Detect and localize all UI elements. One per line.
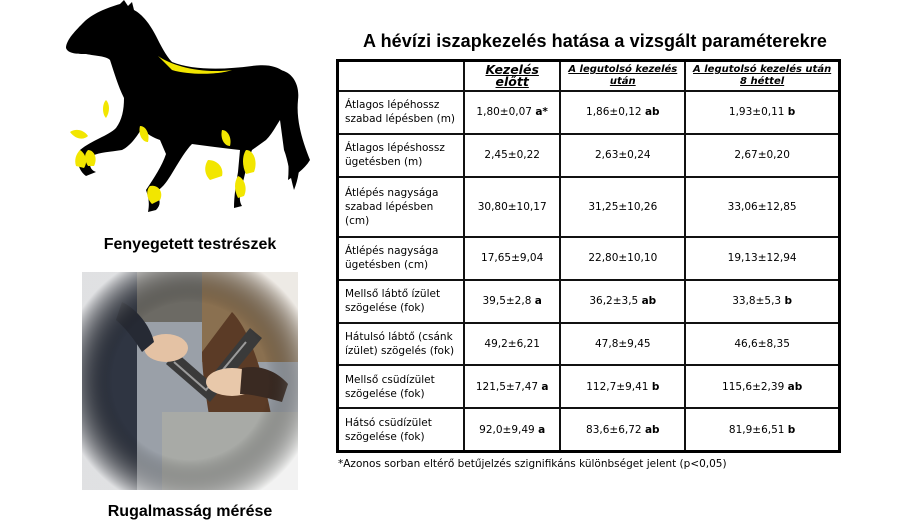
value-cell (464, 134, 560, 177)
table-row (338, 134, 840, 177)
table-row (338, 91, 840, 134)
value-cell (464, 408, 560, 451)
cell-value: 92,0±9,49 (479, 423, 535, 436)
row-label: Hátsó csüdízület szögelése (fok) (338, 408, 465, 451)
results-table (336, 59, 841, 453)
row-label: Átlépés nagysága szabad lépésben (cm) (338, 177, 465, 237)
significance-letter: b (784, 295, 792, 308)
cell-value: 33,8±5,3 (732, 295, 782, 308)
value-cell (464, 91, 560, 134)
row-label: Átlagos lépéhossz szabad lépésben (m) (338, 91, 465, 134)
value-cell (560, 280, 685, 323)
table-row (338, 365, 840, 408)
significance-letter: a* (535, 106, 548, 119)
value-cell (685, 237, 839, 280)
header-empty (338, 61, 465, 92)
row-label: Mellső csüdízület szögelése (fok) (338, 365, 465, 408)
goniometer-measurement-photo (82, 272, 298, 490)
photo-caption: Rugalmasság mérése (107, 503, 273, 520)
table-row (338, 177, 840, 237)
cell-value: 36,2±3,5 (589, 295, 639, 308)
value-cell (560, 408, 685, 451)
cell-value: 1,80±0,07 (476, 106, 532, 119)
significance-letter: b (787, 106, 796, 119)
row-label: Átlagos lépéshossz ügetésben (m) (338, 134, 465, 177)
header-8-weeks-after: A legutolsó kezelés után 8 héttel (685, 61, 839, 92)
value-cell (560, 365, 685, 408)
cell-value: 121,5±7,47 (475, 380, 539, 393)
cell-value: 17,65±9,04 (481, 252, 544, 265)
value-cell (685, 408, 839, 451)
cell-value: 31,25±10,26 (588, 200, 658, 213)
value-cell (685, 177, 839, 237)
value-cell (560, 177, 685, 237)
table-row (338, 280, 840, 323)
significance-letter: a (541, 380, 549, 393)
cell-value: 1,93±0,11 (728, 106, 785, 119)
cell-value: 46,6±8,35 (734, 337, 790, 350)
value-cell (685, 91, 839, 134)
table-header-row (338, 61, 840, 92)
cell-value: 2,45±0,22 (484, 149, 540, 162)
cell-value: 22,80±10,10 (588, 252, 658, 265)
significance-letter: ab (787, 380, 803, 393)
cell-value: 81,9±6,51 (728, 423, 785, 436)
table-row (338, 408, 840, 451)
horse-caption: Fenyegetett testrészek (103, 236, 277, 253)
row-label: Átlépés nagysága ügetésben (cm) (338, 237, 465, 280)
cell-value: 33,06±12,85 (727, 200, 797, 213)
cell-value: 2,67±0,20 (734, 149, 790, 162)
value-cell (464, 323, 560, 366)
significance-letter: ab (644, 106, 660, 119)
cell-value: 19,13±12,94 (727, 252, 797, 265)
table-title: A hévízi iszapkezelés hatása a vizsgált paraméterekre (363, 31, 827, 51)
significance-letter: a (534, 295, 542, 308)
value-cell (685, 134, 839, 177)
value-cell (464, 177, 560, 237)
significance-letter: b (651, 380, 660, 393)
horse-silhouette-icon (62, 0, 312, 222)
row-label: Mellső lábtő ízület szögelése (fok) (338, 280, 465, 323)
cell-value: 30,80±10,17 (477, 200, 547, 213)
significance-letter: ab (641, 295, 657, 308)
significance-letter: a (538, 423, 546, 436)
value-cell (560, 323, 685, 366)
value-cell (464, 365, 560, 408)
table-row (338, 323, 840, 366)
value-cell (560, 237, 685, 280)
significance-footnote: *Azonos sorban eltérő betűjelzés szignifikáns különbséget jelent (p<0,05) (338, 458, 727, 470)
value-cell (560, 134, 685, 177)
significance-letter: b (787, 423, 796, 436)
value-cell (685, 280, 839, 323)
cell-value: 2,63±0,24 (595, 149, 651, 162)
cell-value: 47,8±9,45 (595, 337, 651, 350)
value-cell (685, 365, 839, 408)
table-row (338, 237, 840, 280)
cell-value: 49,2±6,21 (484, 337, 540, 350)
value-cell (685, 323, 839, 366)
significance-letter: ab (644, 423, 660, 436)
header-before-treatment: Kezelés előtt (464, 61, 560, 92)
header-after-last-treatment: A legutolsó kezelés után (560, 61, 685, 92)
cell-value: 112,7±9,41 (586, 380, 649, 393)
cell-value: 39,5±2,8 (482, 295, 532, 308)
cell-value: 115,6±2,39 (722, 380, 785, 393)
cell-value: 1,86±0,12 (586, 106, 642, 119)
value-cell (464, 237, 560, 280)
value-cell (464, 280, 560, 323)
horse-illustration (62, 0, 312, 222)
row-label: Hátulsó lábtő (csánk ízület) szögelés (fok) (338, 323, 465, 366)
value-cell (560, 91, 685, 134)
cell-value: 83,6±6,72 (586, 423, 642, 436)
